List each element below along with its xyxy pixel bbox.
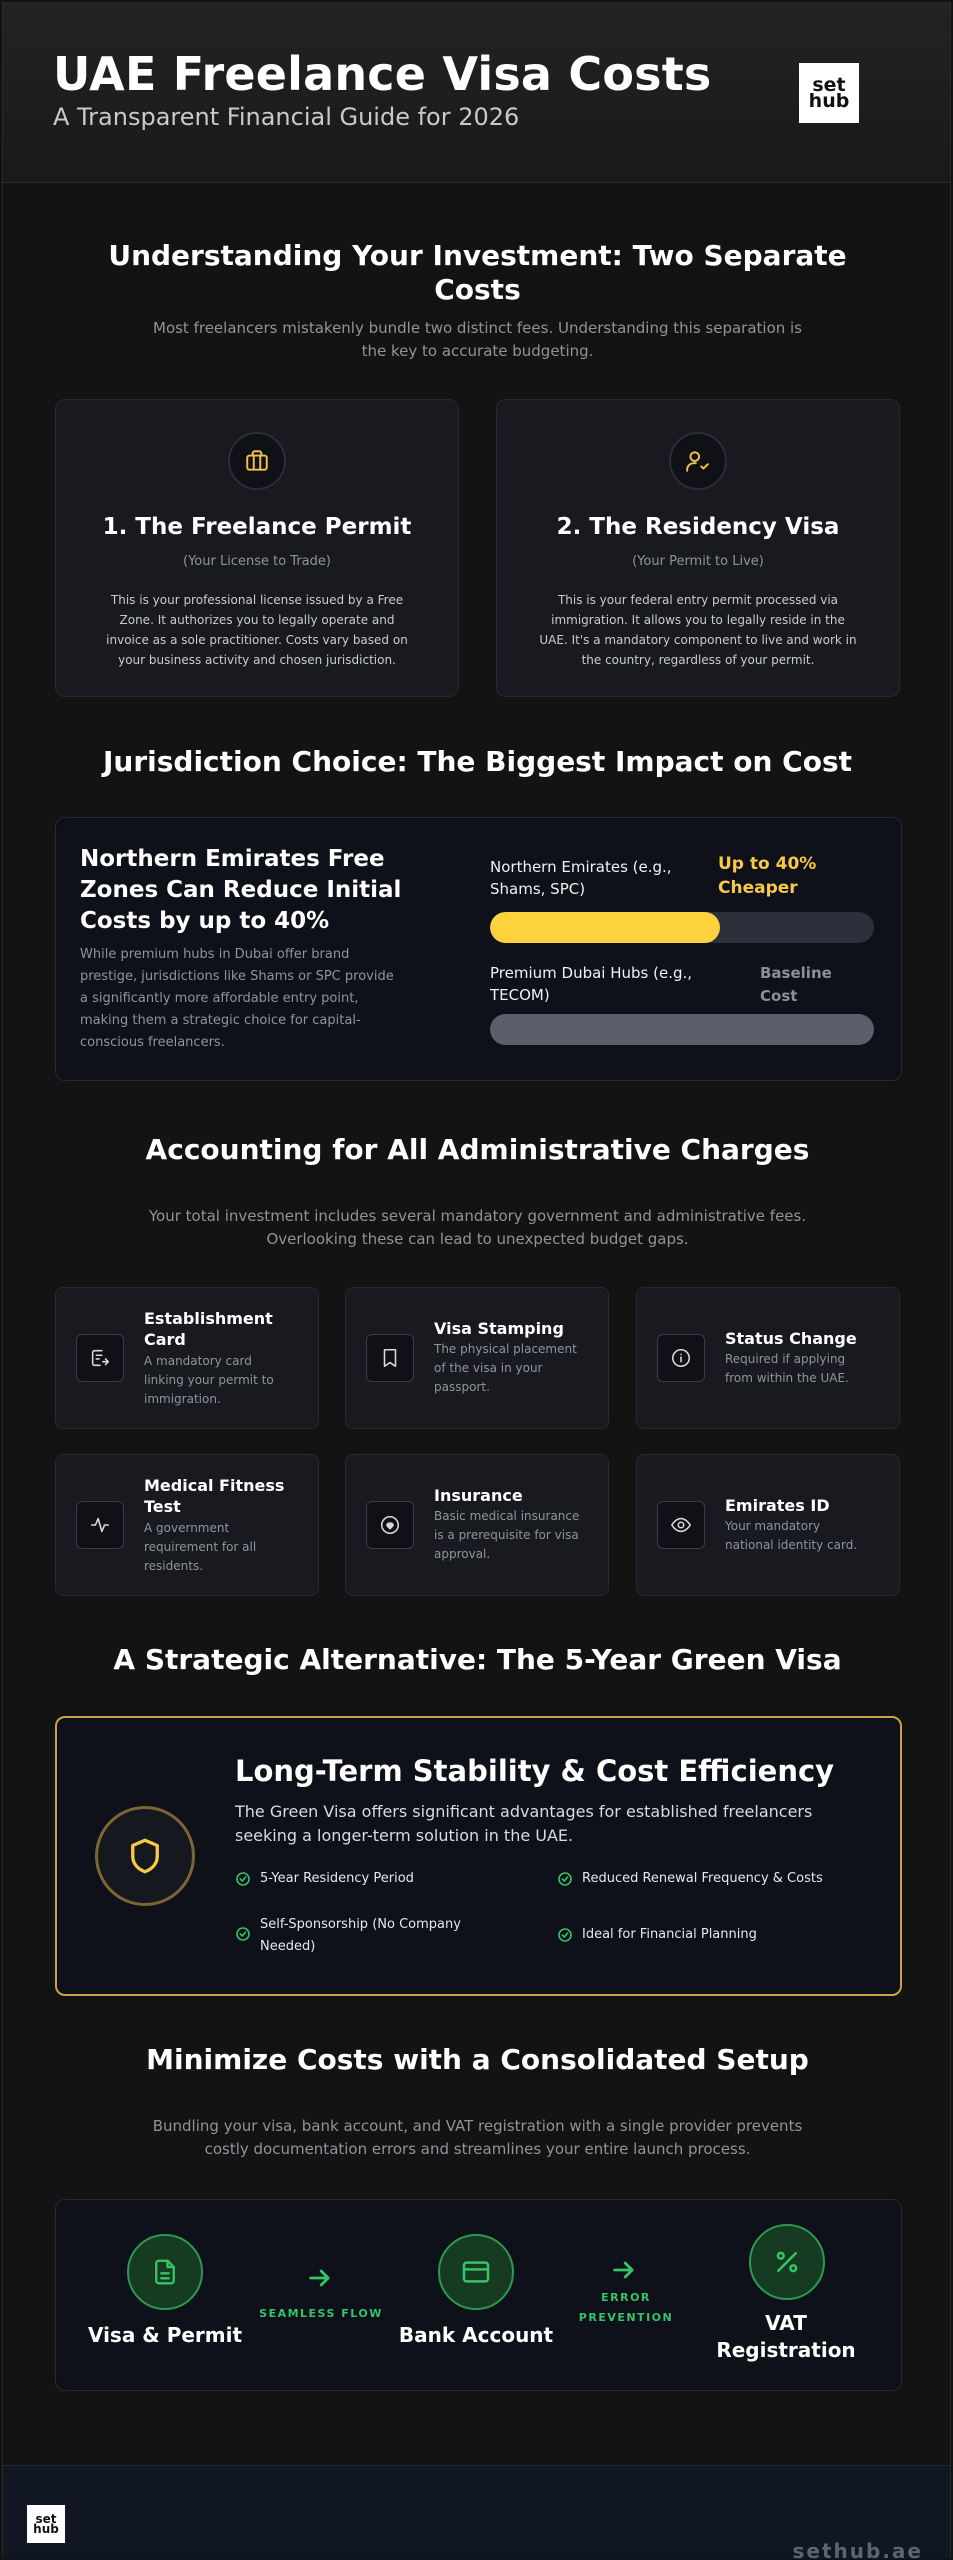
feature-text: Needed) xyxy=(260,1939,316,1954)
cheaper-tag xyxy=(718,852,816,900)
consolidated-panel xyxy=(55,2199,902,2391)
card-text-line: UAE. It's a mandatory component to live and work in xyxy=(539,633,857,647)
logo-line-2: hub xyxy=(33,2522,59,2536)
visa-stamping-item xyxy=(345,1287,609,1429)
check-circle-icon xyxy=(557,1927,573,1943)
emirates-id-item xyxy=(636,1454,900,1596)
item-text xyxy=(725,1350,885,1388)
investment-desc-line: Most freelancers mistakenly bundle two distinct fees. Understanding this separation is xyxy=(153,319,802,337)
item-text-line: Required if applying xyxy=(725,1352,846,1366)
item-text-line: A government xyxy=(144,1521,230,1535)
document-icon xyxy=(127,2234,203,2310)
step-label-line: Registration xyxy=(716,2338,856,2362)
feature-text: Self-Sponsorship (No Company xyxy=(260,1917,461,1932)
card-text-line: immigration. It allows you to legally reside in the xyxy=(551,613,845,627)
green-visa-text-line: The Green Visa offers significant advantages for established freelancers xyxy=(235,1802,813,1821)
item-title-line: Insurance xyxy=(434,1486,523,1505)
item-title xyxy=(725,1495,885,1516)
jurisdiction-heading xyxy=(80,844,440,937)
green-visa-title: A Strategic Alternative: The 5-Year Green Visa xyxy=(113,1643,842,1676)
feature-text: Reduced Renewal Frequency & Costs xyxy=(582,1871,823,1886)
dubai-hubs-bar-fill xyxy=(490,1014,874,1045)
status-change-item xyxy=(636,1287,900,1429)
feature-text: 5-Year Residency Period xyxy=(260,1871,414,1886)
card-title: 2. The Residency Visa xyxy=(556,514,840,540)
item-text-line: approval. xyxy=(434,1547,491,1561)
user-check-icon xyxy=(669,432,727,490)
consolidated-desc-line: costly documentation errors and streamlines your entire launch process. xyxy=(204,2140,751,2158)
jurisdiction-text xyxy=(80,944,440,1054)
flow-label-line: PREVENTION xyxy=(578,2311,674,2324)
card-text-line: Zone. It authorizes you to legally operate and xyxy=(119,613,395,627)
item-text-line: of the visa in your xyxy=(434,1361,543,1375)
green-visa-text-line: seeking a longer-term solution in the UAE. xyxy=(235,1826,574,1845)
step-label-line: VAT xyxy=(765,2311,807,2335)
northern-emirates-bar-fill xyxy=(490,912,720,943)
check-circle-icon xyxy=(557,1871,573,1887)
flow-label xyxy=(546,2288,706,2328)
eye-icon xyxy=(657,1501,705,1549)
item-text-line: passport. xyxy=(434,1380,490,1394)
card-text xyxy=(537,590,859,670)
logo-line-1: set xyxy=(35,2511,57,2526)
check-circle-icon xyxy=(235,1871,251,1887)
item-text-line: residents. xyxy=(144,1559,204,1573)
bar-label-line: Northern Emirates (e.g., xyxy=(490,858,672,876)
baseline-tag xyxy=(760,962,832,1008)
jurisdiction-title: Jurisdiction Choice: The Biggest Impact on Cost xyxy=(102,745,852,778)
item-text xyxy=(725,1517,885,1555)
bar-tag-line: Cheaper xyxy=(718,878,798,898)
residency-visa-card xyxy=(496,399,900,697)
bar-label-line: Shams, SPC) xyxy=(490,880,586,898)
credit-card-icon xyxy=(438,2234,514,2310)
item-title xyxy=(434,1485,594,1506)
text-line: a significantly more affordable entry point, xyxy=(80,991,359,1006)
northern-emirates-bar xyxy=(490,912,874,943)
step-label xyxy=(76,2322,254,2349)
insurance-item xyxy=(345,1454,609,1596)
item-text xyxy=(434,1340,594,1397)
green-visa-text xyxy=(235,1800,855,1848)
step-label-line: Visa & Permit xyxy=(87,2323,243,2347)
item-title-line: Establishment xyxy=(144,1309,273,1328)
bar-label-line: TECOM) xyxy=(490,986,550,1004)
investment-title xyxy=(3,239,952,307)
feature-text: Ideal for Financial Planning xyxy=(582,1927,757,1942)
arrow-right-icon xyxy=(610,2256,638,2284)
bar-tag-line: Baseline xyxy=(760,964,832,982)
card-subtitle: (Your Permit to Live) xyxy=(632,554,764,569)
item-text-line: from within the UAE. xyxy=(725,1371,849,1385)
feature-item xyxy=(557,1924,757,1946)
card-text-line: your business activity and chosen jurisdiction. xyxy=(118,653,396,667)
text-line: prestige, jurisdictions like Shams or SPC provide xyxy=(80,969,394,984)
feature-item xyxy=(557,1868,823,1890)
feature-item xyxy=(235,1914,461,1958)
bookmark-icon xyxy=(366,1334,414,1382)
logo-line-1: set xyxy=(812,73,846,96)
investment-desc-line: the key to accurate budgeting. xyxy=(361,342,594,360)
info-icon xyxy=(657,1334,705,1382)
item-text-line: national identity card. xyxy=(725,1538,858,1552)
northern-emirates-label xyxy=(490,856,672,900)
card-title: 1. The Freelance Permit xyxy=(102,514,412,540)
item-title xyxy=(434,1318,594,1339)
green-visa-heading: Long-Term Stability & Cost Efficiency xyxy=(235,1754,835,1788)
card-text-line: This is your professional license issued by a Free xyxy=(110,593,404,607)
green-visa-panel xyxy=(55,1716,902,1996)
bar-label-line: Premium Dubai Hubs (e.g., xyxy=(490,964,693,982)
card-text-line: This is your federal entry permit processed via xyxy=(557,593,839,607)
item-title xyxy=(725,1328,885,1349)
bar-tag-line: Cost xyxy=(760,987,798,1005)
arrow-right-icon xyxy=(306,2264,334,2292)
consolidated-title: Minimize Costs with a Consolidated Setup xyxy=(146,2043,809,2076)
dubai-hubs-bar xyxy=(490,1014,874,1045)
investment-title-line: Understanding Your Investment: Two Separate xyxy=(108,239,847,272)
flow-label-line: ERROR xyxy=(601,2291,651,2304)
footer-url-link[interactable]: sethub.ae xyxy=(792,2539,923,2560)
card-subtitle: (Your License to Trade) xyxy=(183,554,331,569)
item-text xyxy=(434,1507,594,1564)
investment-title-line: Costs xyxy=(434,273,521,306)
medical-test-item xyxy=(55,1454,319,1596)
item-text-line: immigration. xyxy=(144,1392,221,1406)
page-frame xyxy=(2,2,951,2558)
admin-desc-line: Your total investment includes several mandatory government and administrative fees. xyxy=(148,1207,807,1225)
item-text xyxy=(144,1352,304,1409)
item-title-line: Medical Fitness xyxy=(144,1476,285,1495)
item-title-line: Visa Stamping xyxy=(434,1319,564,1338)
heading-line: Zones Can Reduce Initial xyxy=(80,877,402,903)
card-text xyxy=(96,590,418,670)
check-circle-icon xyxy=(235,1926,251,1942)
header xyxy=(3,3,950,183)
text-line: making them a strategic choice for capital- xyxy=(80,1013,361,1028)
text-line: conscious freelancers. xyxy=(80,1035,225,1050)
item-text-line: Your mandatory xyxy=(725,1519,821,1533)
item-title xyxy=(144,1308,304,1350)
item-title-line: Card xyxy=(144,1330,186,1349)
flow-label-line: SEAMLESS FLOW xyxy=(259,2307,383,2320)
heart-circle-icon xyxy=(366,1501,414,1549)
sethub-logo[interactable] xyxy=(799,63,859,123)
freelance-permit-card xyxy=(55,399,459,697)
flow-label xyxy=(236,2304,406,2324)
logo-line-2: hub xyxy=(808,90,850,112)
percent-icon xyxy=(749,2224,825,2300)
item-text-line: linking your permit to xyxy=(144,1373,274,1387)
item-text-line: is a prerequisite for visa xyxy=(434,1528,579,1542)
step-label xyxy=(386,2322,566,2349)
card-text-line: the country, regardless of your permit. xyxy=(581,653,815,667)
admin-description xyxy=(93,1205,862,1251)
step-label xyxy=(696,2310,876,2364)
text-line: While premium hubs in Dubai offer brand xyxy=(80,947,350,962)
dubai-hubs-label xyxy=(490,962,692,1006)
item-text-line: The physical placement xyxy=(434,1342,577,1356)
item-text-line: Basic medical insurance xyxy=(434,1509,580,1523)
card-arrow-icon xyxy=(76,1334,124,1382)
admin-title: Accounting for All Administrative Charges xyxy=(145,1133,810,1166)
consolidated-description xyxy=(93,2115,862,2161)
establishment-card-item xyxy=(55,1287,319,1429)
activity-icon xyxy=(76,1501,124,1549)
item-title-line: Status Change xyxy=(725,1329,857,1348)
heading-line: Costs by up to 40% xyxy=(80,908,330,934)
heading-line: Northern Emirates Free xyxy=(80,846,385,872)
briefcase-icon xyxy=(228,432,286,490)
item-text-line: A mandatory card xyxy=(144,1354,252,1368)
bar-tag-line: Up to 40% xyxy=(718,854,817,874)
page-subtitle: A Transparent Financial Guide for 2026 xyxy=(53,103,520,131)
admin-desc-line: Overlooking these can lead to unexpected budget gaps. xyxy=(266,1230,689,1248)
item-title xyxy=(144,1475,304,1517)
item-text xyxy=(144,1519,304,1576)
investment-description xyxy=(113,317,842,363)
page-title: UAE Freelance Visa Costs xyxy=(53,47,712,101)
jurisdiction-panel xyxy=(55,817,902,1081)
feature-item xyxy=(235,1868,414,1890)
card-text-line: invoice as a sole practitioner. Costs vary based on xyxy=(106,633,408,647)
item-title-line: Test xyxy=(144,1497,181,1516)
consolidated-desc-line: Bundling your visa, bank account, and VAT registration with a single provider prevents xyxy=(152,2117,803,2135)
item-title-line: Emirates ID xyxy=(725,1496,830,1515)
shield-icon xyxy=(95,1806,195,1906)
item-text-line: requirement for all xyxy=(144,1540,257,1554)
step-label-line: Bank Account xyxy=(398,2323,554,2347)
sethub-footer-logo[interactable] xyxy=(27,2505,65,2543)
